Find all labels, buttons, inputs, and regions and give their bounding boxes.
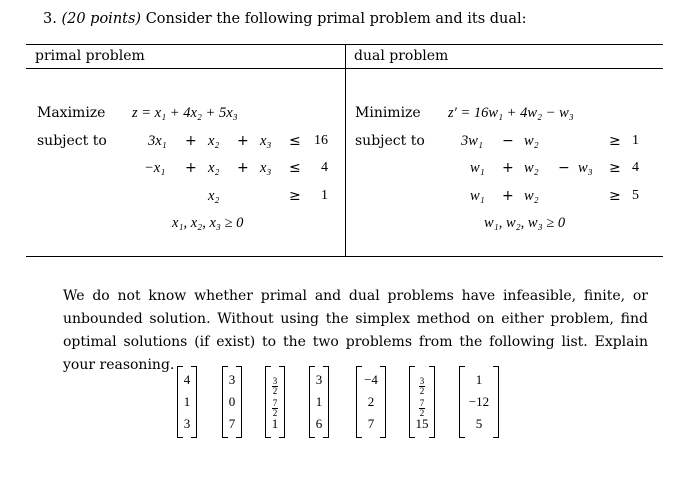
primal-row2-relation: ≤ [289,160,301,176]
primal-row1-relation: ≤ [289,133,301,149]
instructions-paragraph: We do not know whether primal and dual problems have infeasible, finite, or unbounded solution. Without using the simplex method on either problem, find optimal solutions (if exist) to the two problems from the following list. Explain your reasoning. [63,288,648,373]
vector-entry: 3 [183,416,191,431]
vector-entry: 1 [183,394,191,409]
right-bracket [279,366,285,438]
dual-row1-rhs: 1 [632,133,639,148]
dual-row2-op2: − [558,160,570,176]
dual-row3-rhs: 5 [632,188,639,203]
vector-entry: 3 [228,372,236,387]
dual-header: dual problem [354,48,449,64]
primal-nonnegativity: x₁, x₂, x₃ ≥ 0 [172,215,244,231]
vector-entry: $\frac{7}{2}$ [419,398,425,418]
table-divider [345,44,346,256]
right-bracket [323,366,329,438]
primal-row1-op1: + [185,133,197,149]
dual-row2-rhs: 4 [632,160,639,175]
dual-row2-relation: ≥ [609,160,621,176]
dual-row2-term2: w₂ [524,160,539,176]
right-bracket [191,366,197,438]
primal-header: primal problem [35,48,145,64]
dual-nonnegativity: w₁, w₂, w₃ ≥ 0 [484,215,566,231]
dual-row3-term1: w₁ [470,188,485,204]
dual-row3-op1: + [502,188,514,204]
vector-entry: $\frac{3}{2}$ [272,376,278,396]
vector-entry: 1 [315,394,323,409]
primal-row1-op2: + [237,133,249,149]
dual-row3-term2: w₂ [524,188,539,204]
dual-row1-term1: 3w₁ [461,133,483,149]
dual-subject-label: subject to [355,133,425,149]
vector-entry: 3 [315,372,323,387]
dual-row3-relation: ≥ [609,188,621,204]
primal-row2-op2: + [237,160,249,176]
vector-entry: 4 [183,372,191,387]
right-bracket [236,366,242,438]
vector-entry: $\frac{7}{2}$ [272,398,278,418]
primal-maximize-label: Maximize [37,105,106,121]
primal-row2-op1: + [185,160,197,176]
dual-row1-term2: w₂ [524,133,539,149]
primal-row2-term2: x₂ [208,160,220,176]
question-number: 3. [43,11,57,27]
vector-entry: −12 [468,394,490,409]
primal-row2-term3: x₃ [260,160,272,176]
primal-row1-term1: 3x₁ [148,133,167,149]
primal-row3-relation: ≥ [289,188,301,204]
primal-objective: z = x₁ + 4x₂ + 5x₃ [132,105,238,121]
primal-row1-rhs: 16 [314,133,328,148]
dual-objective: z′ = 16w₁ + 4w₂ − w₃ [448,105,574,121]
dual-minimize-label: Minimize [355,105,421,121]
right-bracket [493,366,499,438]
primal-subject-label: subject to [37,133,107,149]
vector-entry: 1 [271,416,279,431]
primal-row1-term2: x₂ [208,133,220,149]
table-bottom-rule [26,256,663,257]
vector-entry: 2 [367,394,375,409]
vector-entry: 0 [228,394,236,409]
dual-row1-relation: ≥ [609,133,621,149]
dual-row1-op1: − [502,133,514,149]
vector-entry: 6 [315,416,323,431]
vector-entry: 7 [367,416,375,431]
primal-row3-term2: x₂ [208,188,220,204]
right-bracket [429,366,435,438]
question-points: (20 points) [61,11,142,27]
primal-row1-term3: x₃ [260,133,272,149]
vector-entry: 7 [228,416,236,431]
vector-entry: 15 [415,416,429,431]
dual-row2-term1: w₁ [470,160,485,176]
primal-row2-term1: −x₁ [144,160,166,176]
question-title [43,11,527,27]
dual-row2-term3: w₃ [578,160,593,176]
primal-row3-rhs: 1 [321,188,328,203]
dual-row2-op1: + [502,160,514,176]
vector-entry: 1 [475,372,483,387]
vector-entry: −4 [364,372,378,387]
question-prompt: Consider the following primal problem and its dual: [145,11,527,27]
right-bracket [380,366,386,438]
primal-row2-rhs: 4 [321,160,328,175]
vector-entry: $\frac{3}{2}$ [419,376,425,396]
vector-entry: 5 [475,416,483,431]
